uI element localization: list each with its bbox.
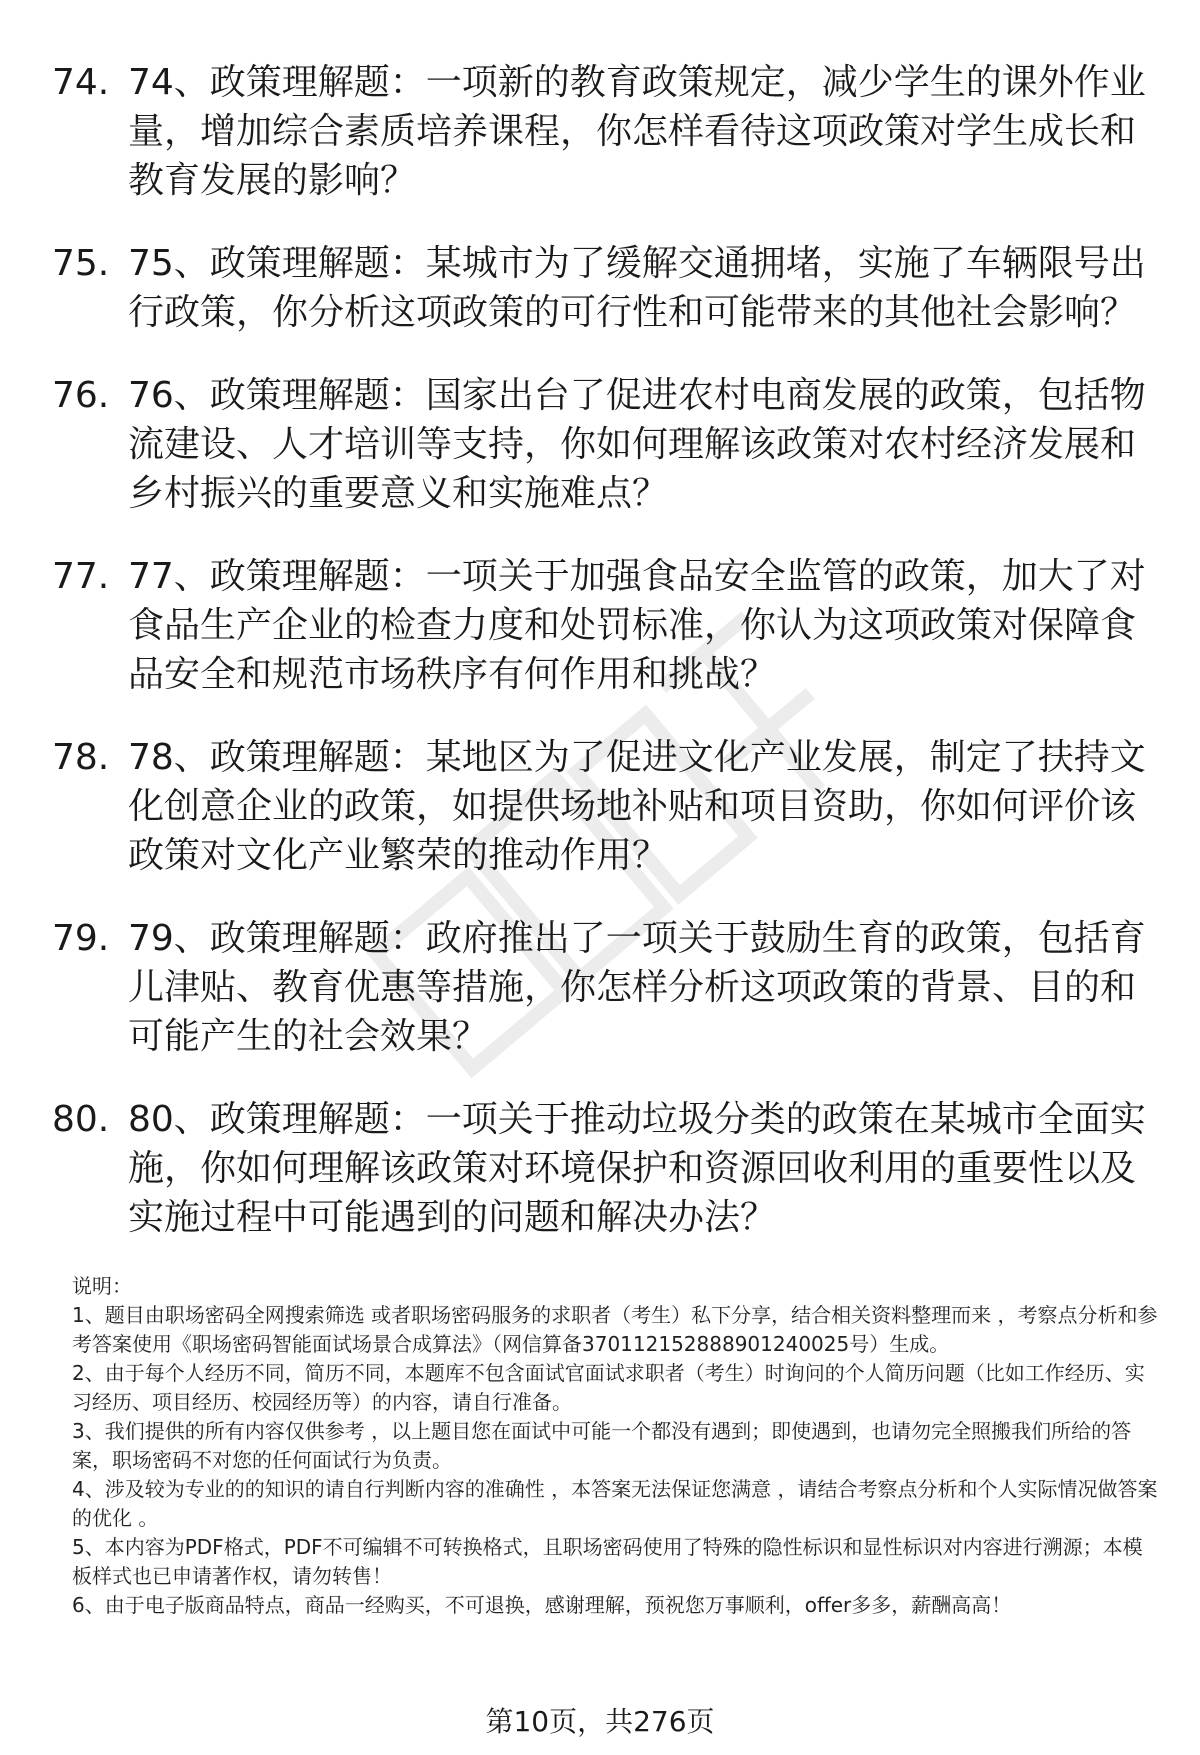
question-text: 78、政策理解题：某地区为了促进文化产业发展，制定了扶持文化创意企业的政策，如提供场地补贴和项目资助，你如何评价该政策对文化产业繁荣的推动作用？ bbox=[128, 737, 1146, 876]
question-text: 76、政策理解题：国家出台了促进农村电商发展的政策，包括物流建设、人才培训等支持，你如何理解该政策对农村经济发展和乡村振兴的重要意义和实施难点？ bbox=[128, 375, 1146, 514]
question-number: 78. bbox=[52, 737, 110, 778]
question-number: 77. bbox=[52, 556, 110, 597]
question-item bbox=[0, 552, 1200, 699]
note-item-4: 4、涉及较为专业的的知识的请自行判断内容的准确性 ，本答案无法保证您满意 ，请结合考察点分析和个人实际情况做答案的优化 。 bbox=[72, 1477, 1158, 1530]
question-text: 80、政策理解题：一项关于推动垃圾分类的政策在某城市全面实施，你如何理解该政策对环境保护和资源回收利用的重要性以及实施过程中可能遇到的问题和解决办法？ bbox=[128, 1099, 1146, 1238]
note-item-1: 1、题目由职场密码全网搜索筛选 或者职场密码服务的求职者（考生）私下分享，结合相关资料整理而来 ，考察点分析和参考答案使用《职场密码智能面试场景合成算法》（网信算备370112152888901240025号）生成。 bbox=[72, 1303, 1158, 1356]
question-item bbox=[0, 733, 1200, 880]
question-text: 77、政策理解题：一项关于加强食品安全监管的政策，加大了对食品生产企业的检查力度和处罚标准，你认为这项政策对保障食品安全和规范市场秩序有何作用和挑战？ bbox=[128, 556, 1146, 695]
page-number: 第10页，共276页 bbox=[485, 1705, 715, 1738]
question-list bbox=[0, 58, 1200, 1276]
question-text: 74、政策理解题：一项新的教育政策规定，减少学生的课外作业量，增加综合素质培养课程，你怎样看待这项政策对学生成长和教育发展的影响？ bbox=[128, 62, 1146, 201]
notes-title: 说明： bbox=[72, 1274, 132, 1298]
note-item-2: 2、由于每个人经历不同，简历不同，本题库不包含面试官面试求职者（考生）时询问的个人简历问题（比如工作经历、实习经历、项目经历、校园经历等）的内容，请自行准备。 bbox=[72, 1361, 1145, 1414]
notes-section bbox=[72, 1272, 1162, 1620]
question-item bbox=[0, 58, 1200, 205]
question-item bbox=[0, 1095, 1200, 1242]
note-item-5: 5、本内容为PDF格式，PDF不可编辑不可转换格式，且职场密码使用了特殊的隐性标识和显性标识对内容进行溯源；本模板样式也已申请著作权，请勿转售！ bbox=[72, 1535, 1143, 1588]
question-number: 74. bbox=[52, 62, 110, 103]
note-item-6: 6、由于电子版商品特点，商品一经购买，不可退换，感谢理解，预祝您万事顺利，offer多多，薪酬高高！ bbox=[72, 1593, 1012, 1617]
question-text: 75、政策理解题：某城市为了缓解交通拥堵，实施了车辆限号出行政策，你分析这项政策的可行性和可能带来的其他社会影响？ bbox=[128, 243, 1146, 333]
question-item bbox=[0, 239, 1200, 337]
question-item bbox=[0, 914, 1200, 1061]
question-number: 76. bbox=[52, 375, 110, 416]
question-number: 80. bbox=[52, 1099, 110, 1140]
question-text: 79、政策理解题：政府推出了一项关于鼓励生育的政策，包括育儿津贴、教育优惠等措施，你怎样分析这项政策的背景、目的和可能产生的社会效果？ bbox=[128, 918, 1146, 1057]
note-item-3: 3、我们提供的所有内容仅供参考 ，以上题目您在面试中可能一个都没有遇到；即使遇到，也请勿完全照搬我们所给的答案，职场密码不对您的任何面试行为负责。 bbox=[72, 1419, 1132, 1472]
question-number: 79. bbox=[52, 918, 110, 959]
question-item bbox=[0, 371, 1200, 518]
question-number: 75. bbox=[52, 243, 110, 284]
